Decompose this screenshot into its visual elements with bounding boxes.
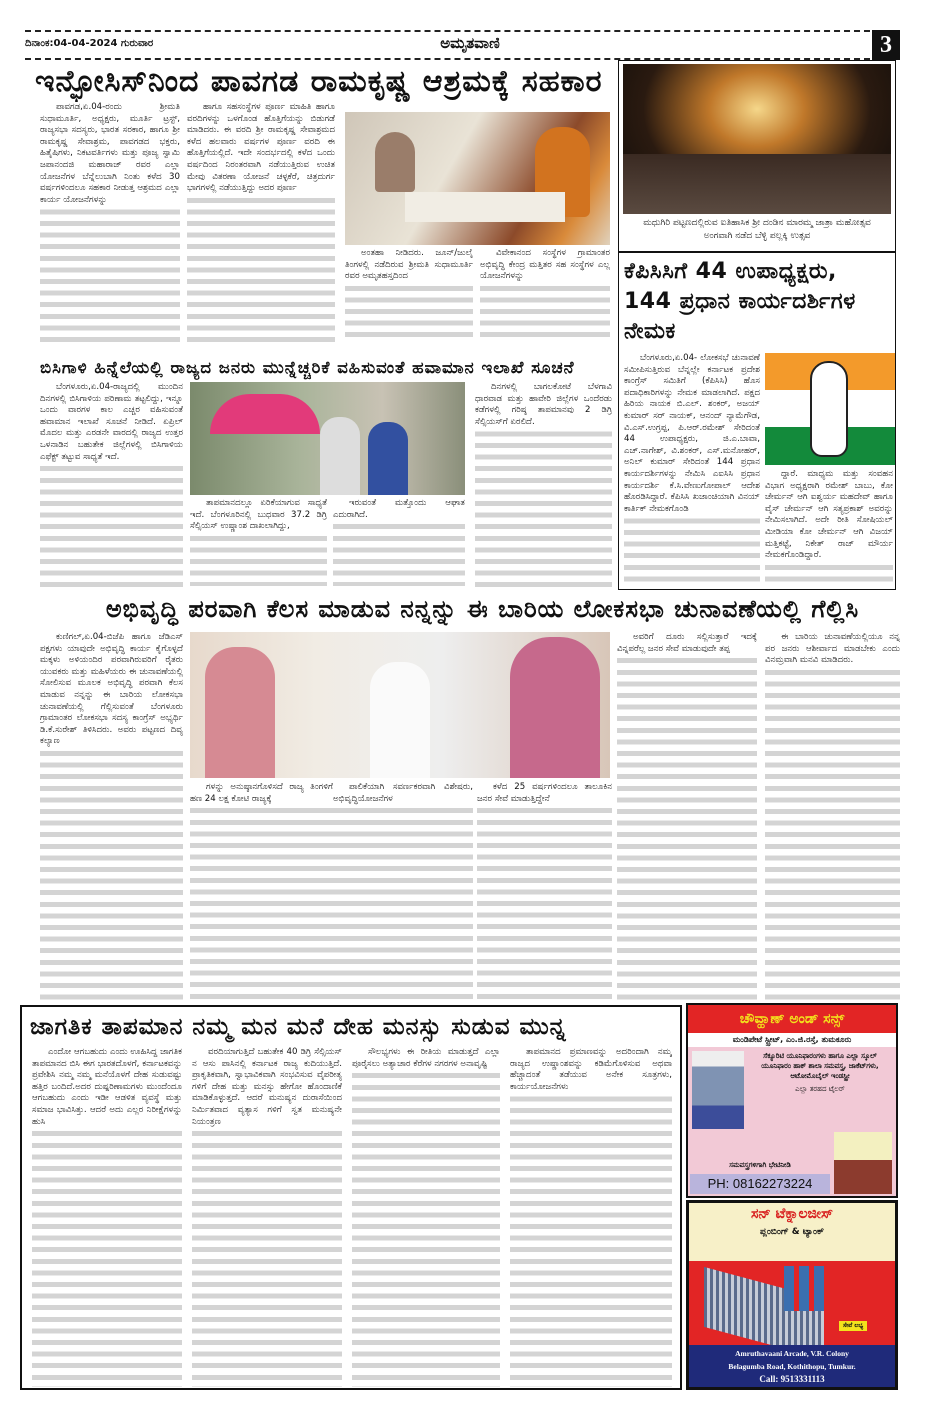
article-column (765, 469, 893, 585)
article-column (40, 632, 183, 1000)
ad-address-line1: Amruthavaani Arcade, V.R. Colony (735, 1349, 849, 1358)
headline-election: ಅಭಿವೃದ್ಧಿ ಪರವಾಗಿ ಕೆಲಸ ಮಾಡುವ ನನ್ನನ್ನು ಈ ಬಾರಿಯ ಲೋಕಸಭಾ ಚುನಾವಣೆಯಲ್ಲಿ ಗೆಲ್ಲಿಸಿ (105, 595, 860, 623)
climate-article-box (20, 1005, 682, 1390)
issue-date: ದಿನಾಂಕ:04-04-2024 ಗುರುವಾರ (25, 38, 154, 49)
article-column (480, 248, 610, 343)
sun-technologies-ad (686, 1200, 898, 1390)
uniform-kids-image (692, 1051, 744, 1129)
article-column (40, 102, 180, 342)
headline-climate: ಜಾಗತಿಕ ತಾಪಮಾನ ನಮ್ಮ ಮನ ಮನೆ ದೇಹ ಮನಸ್ಸು ಸುಡುವ ಮುನ್ನ (30, 1014, 567, 1040)
article-text: ಬೆಂಗಳೂರು,ಏ.04- ಲೋಕಸಭೆ ಚುನಾವಣೆ ಸಮೀಪಿಸುತ್ತಿರುವ ಬೆನ್ನಲ್ಲೇ ಕರ್ನಾಟಕ ಪ್ರದೇಶ ಕಾಂಗ್ರೆಸ್ ಸಮಿತಿಗೆ (ಕೆಪಿಸಿಸಿ) ಹೊಸ ಪದಾಧಿಕಾರಿಗಳನ್ನು ನೇಮಕ ಮಾಡಲಾಗಿದೆ. ಪಕ್ಷದ ಹಿರಿಯ ನಾಯಕ ಬಿ.ಎಲ್. ಶಂಕರ್, ಅಜಯ್ ಕುಮಾರ್ ಸರ್ ನಾಯಕ್, ಆನಂದ್ ನ್ಯಾಮೆಗೌಡ, ವಿ.ಎಸ್.ಉಗ್ರಪ್ಪ, ಪಿ.ಆರ್.ರಮೇಶ್ ಸೇರಿದಂತೆ 44 ಉಪಾಧ್ಯಕ್ಷರು, ಜಿ.ಎ.ಬಾವಾ, ಎಚ್.ನಾಗೇಶ್, ವಿ.ಶಂಕರ್, ಎಸ್.ಮನೋಹರ್, ಅನಿಲ್ ಕುಮಾರ್ ಸೇರಿದಂತೆ 144 ಪ್ರಧಾನ ಕಾರ್ಯದರ್ಶಿಗಳನ್ನು ನೇಮಿಸಿ ಎಐಸಿಸಿ ಪ್ರಧಾನ ಕಾರ್ಯದರ್ಶಿ ಕೆ.ಸಿ.ವೇಣುಗೋಪಾಲ್ ಆದೇಶ ಹೊರಡಿಸಿದ್ದಾರೆ. ಕೆಪಿಸಿಸಿ ಖಜಾಂಚಿಯಾಗಿ ವಿನಯ್ ಕಾರ್ತಿಕ್ ನೇಮಕಗೊಂಡಿ (624, 353, 760, 514)
article-text: ದಿನಗಳಲ್ಲಿ ಬಾಗಲಕೋಟೆ ಬೆಳಗಾವಿ ಧಾರವಾಡ ಮತ್ತು ಹಾವೇರಿ ಜಿಲ್ಲೆಗಳ ಒಂದೆರಡು ಕಡೆಗಳಲ್ಲಿ ಗರಿಷ್ಠ ತಾಪಮಾನವು 2 ಡಿಗ್ರಿ ಸೆಲ್ಸಿಯಸ್‌ಗೆ ಏರಲಿದೆ. (475, 382, 612, 427)
chavan-sons-ad (686, 1003, 898, 1198)
article-column (765, 632, 900, 1000)
article-text: ಅವರಿಗೆ ದೂರು ಸಲ್ಲಿಸುತ್ತಾರೆ ಇದಕ್ಕೆ ವಿನ್ನಪರೆಲ್ಲ ಜನರ ಸೇವೆ ಮಾಡುವುದೇ ತಪ್ಪ (617, 632, 757, 654)
article-column (510, 1047, 672, 1387)
article-text: ವರದಿಯಾಗುತ್ತಿದೆ ಬಹುತೇಕ 40 ಡಿಗ್ರಿ ಸೆಲ್ಸಿಯಸ್ ನ ಆಸು ಪಾಸಿನಲ್ಲಿ ಕರ್ನಾಟಕ ರಾಜ್ಯ ಕುದಿಯುತ್ತಿದೆ. ಪ್ರಾಕೃತಿಕವಾಗಿ, ಸ್ವಾಭಾವಿಕವಾಗಿ ಸಂಭವಿಸುವ ವೈಪರೀತ್ಯ ಗಳಿಗೆ ದೇಹ ಮತ್ತು ಮನಸ್ಸು ಹೇಗೋ ಹೊಂದಾಣಿಕೆ ಮಾಡಿಕೊಳ್ಳುತ್ತದೆ. ಆದರೆ ಮನುಷ್ಯನ ದುರಾಸೆಯಿಂದ ನಿರ್ಮಿತವಾದ ವ್ಯತ್ಯಾಸ ಗಳಿಗೆ ಸ್ವತ ಮನುಷ್ಯನೇ ನಿಯಂತ್ರಣ (192, 1047, 342, 1127)
headline-infosys: ಇನ್ಫೋಸಿಸ್‌ನಿಂದ ಪಾವಗಡ ರಾಮಕೃಷ್ಣ ಆಶ್ರಮಕ್ಕೆ ಸಹಕಾರ (35, 64, 603, 99)
article-text: ಕುಣಿಗಲ್,ಏ.04-ಬಿಜೆಪಿ ಹಾಗೂ ಜೆಡಿಎಸ್ ಪಕ್ಷಗಳು ಯಾವುದೇ ಅಭಿವೃದ್ಧಿ ಕಾರ್ಯ ಕೈಗೊಳ್ಳದೆ ಮಕ್ಕಳು ಅಳಿಯಂದಿರ ಪರವಾಗಿರುವರಿಗೆ ರೈತರು ಯುವಕರು ಮತ್ತು ಮಹಿಳೆಯರು ಈ ಚುನಾವಣೆಯಲ್ಲಿ ಸೋಲಿಸುವ ಮೂಲಕ ಅಭಿವೃದ್ಧಿ ಪರವಾಗಿ ಕೆಲಸ ಮಾಡುವ ನನ್ನನ್ನು ಈ ಬಾರಿಯ ಲೋಕಸಭಾ ಚುನಾವಣೆಯಲ್ಲಿ ಗೆಲ್ಲಿಸುವಂತೆ ಬೆಂಗಳೂರು ಗ್ರಾಮಾಂತರ ಲೋಕಸಭಾ ಸದಸ್ಯ ಕಾಂಗ್ರೆಸ್ ಅಭ್ಯರ್ಥಿ ಡಿ.ಕೆ.ಸುರೇಶ್ ತಿಳಿಸಿದರು. ಅವರು ಪಟ್ಟಣದ ದಿವ್ಯ ಕಲ್ಯಾಣ (40, 632, 183, 747)
water-filter-image (784, 1266, 829, 1311)
article-column (187, 102, 335, 342)
jatra-photo-box (618, 60, 896, 252)
article-text: ತಾಪಮಾನದಲ್ಲೂ ಏರಿಕೆಯಾಗುವ ಸಾಧ್ಯತೆ ಇದೆ. ಬೆಂಗಳೂರಿನಲ್ಲಿ ಬುಧವಾರ 37.2 ಡಿಗ್ರಿ ಸೆಲ್ಸಿಯಸ್ ಉಷ್ಣಾಂಶ ದಾಖಲಾಗಿದ್ದು, (190, 498, 327, 532)
article-column (190, 782, 333, 1000)
jatra-caption: ಮಧುಗಿರಿ ಪಟ್ಟಣದಲ್ಲಿರುವ ಐತಿಹಾಸಿಕ ಶ್ರೀ ದಂಡಿನ ಮಾರಮ್ಮ ಜಾತ್ರಾ ಮಹೋತ್ಸವ ಅಂಗವಾಗಿ ನಡೆದ ಬೆಳ್ಳಿ ಪಲ್ಲಕ್ಕಿ ಉತ್ಸವ (643, 218, 871, 241)
article-column (477, 782, 612, 1000)
article-text: ಎಂದೋ ಆಗಬಹುದು ಎಂದು ಊಹಿಸಿದ್ದ ಜಾಗತಿಕ ತಾಪಮಾನದ ಬಿಸಿ ಈಗ ಭಾರತದೊಳಗೆ, ಕರ್ನಾಟಕವನ್ನು ಪ್ರವೇಶಿಸಿ ನಮ್ಮ ನಮ್ಮ ಮನೆಯೊಳಗೆ ದೇಹ ಸುಡುವಷ್ಟು ಹತ್ತಿರ ಬಂದಿದೆ.ಅದರ ದುಷ್ಪರಿಣಾಮಗಳು ಮುಂದೆಂದೂ ಆಗಬಹುದು ಎಂದು ಇಡೀ ಆಡಳಿತ ವ್ಯವಸ್ಥೆ ಮತ್ತು ಸಮಾಜ ಭಾವಿಸಿತ್ತು. ಆದರೆ ಅದು ಎಲ್ಲರ ನಿರೀಕ್ಷೆಗಳನ್ನು ಹುಸಿ (32, 1047, 182, 1127)
ad-title: ಚೌವ್ಹಾಣ್ ಅಂಡ್ ಸನ್ಸ್ (688, 1005, 896, 1033)
article-text: ದ್ದಾರೆ. ಮಾಧ್ಯಮ ಮತ್ತು ಸಂವಹನ ವಿಭಾಗ ಅಧ್ಯಕ್ಷರಾಗಿ ರಮೇಶ್ ಬಾಬು, ಕೋ ಚೇರ್ಮನ್ ಆಗಿ ಐಶ್ವರ್ಯ ಮಹದೇವ್ ಹಾಗೂ ವೈಸ್ ಚೇರ್ಮನ್ ಆಗಿ ಸತ್ಯಪ್ರಕಾಶ್ ಅವರನ್ನು ನೇಮಿಸಲಾಗಿದೆ. ಅದೇ ರೀತಿ ಸೋಷಿಯಲ್ ಮೀಡಿಯಾ ಕೋ ಚೇರ್ಮನ್ ಆಗಿ ವಿಜಯ್ ಮತ್ತಿಕಟ್ಟೆ, ನಿಕೇತ್ ರಾಜ್ ಮೌರ್ಯ ನೇಮಕಗೊಂಡಿದ್ದಾರೆ. (765, 469, 893, 561)
article-text: ಈ ಬಾರಿಯ ಚುನಾವಣೆಯಲ್ಲಿಯೂ ನನ್ನ ಪರ ಜನರು ಆಶೀರ್ವಾದ ಮಾಡಬೇಕು ಎಂದು ವಿನಮ್ರವಾಗಿ ಮನವಿ ಮಾಡಿದರು. (765, 632, 900, 666)
campaign-photo (190, 632, 610, 778)
heatwave-photo (190, 382, 465, 495)
ad-address: ಮಂಡಿಪೇಟೆ ಸ್ಟ್ರೀಟ್, ಎಂ.ಜಿ.ರಸ್ತೆ, ತುಮಕೂರು (688, 1033, 896, 1047)
article-column (333, 498, 465, 586)
article-text: ತಾಪಮಾನದ ಪ್ರಮಾಣವನ್ನು ಅದರಿಂದಾಗಿ ನಮ್ಮ ರಾಜ್ಯದ ಉಷ್ಣಾಂಶವನ್ನು ಕಡಿಮೆಗೊಳಿಸುವ ಅಥವಾ ಹೆಚ್ಚಾದಂತೆ ತಡೆಯುವ ಅನೇಕ ಸೂತ್ರಗಳು, ಕಾರ್ಯಯೋಜನೆಗಳು (510, 1047, 672, 1092)
congress-flag-image (765, 353, 895, 465)
uniform-kids-image-2 (834, 1132, 892, 1194)
article-column (192, 1047, 342, 1387)
article-text: ಸೌಲಭ್ಯಗಳು ಈ ರೀತಿಯ ಮಾಡುತ್ತದೆ ಎಲ್ಲಾ ಪೂರೈಸಲು ಅತ್ಯಾಚಾರ ಕೆರೆಗಳ ನಗರಗಳ ಅನಾವೃಷ್ಟಿ (352, 1047, 500, 1069)
headline-kpcc: ಕೆಪಿಸಿಸಿಗೆ 44 ಉಪಾಧ್ಯಕ್ಷರು, 144 ಪ್ರಧಾನ ಕಾರ್ಯದರ್ಶಿಗಳ ನೇಮಕ (624, 259, 856, 344)
ad-call: Call: 9513331113 (759, 1374, 825, 1384)
article-text: ಇರುವಂತೆ ಮತ್ತೊಂದು ಆಘಾತ ಎದುರಾಗಿದೆ. (333, 498, 465, 520)
article-text: ಅಂತಹಾ ನೀಡಿದರು. ಜೂನ್/ಜುಲೈ ತಿಂಗಳಲ್ಲಿ ನಡೆದಿರುವ ಶ್ರೀಮತಿ ಸುಧಾಮೂರ್ತಿ ರವರ ಅಮೃತಹಸ್ತದಿಂದ (345, 248, 473, 282)
page-number: 3 (872, 30, 900, 60)
umbrella-icon (210, 394, 320, 434)
ad-title: ಸನ್ ಟೆಕ್ನಾಲಜೀಸ್ (751, 1206, 833, 1222)
article-text: ಹಾಗೂ ಸಹಸಂಸ್ಥೆಗಳ ಪೂರ್ಣ ಮಾಹಿತಿ ಹಾಗೂ ವರದಿಗಳನ್ನು ಒಳಗೊಂಡ ಹೊತ್ತಿಗೆಯನ್ನು ಬಿಡುಗಡೆ ಮಾಡಿದರು. ಈ ವರದಿ ಶ್ರೀ ರಾಮಕೃಷ್ಣ ಸೇವಾಶ್ರಮದ ಕಳೆದ ಹಲವಾರು ವರ್ಷಗಳ ಪೂರ್ಣ ವರದಿ ಈ ಹೊತ್ತಿಗೆಯಲ್ಲಿದೆ. ಇದೇ ಸಂದರ್ಭದಲ್ಲಿ ಕಳೆದ ಒಂದು ವರ್ಷದಿಂದ ನಿರಂತರವಾಗಿ ನಡೆಯುತ್ತಿರುವ ಉಚಿತ ಮೇವು ವಿತರಣಾ ಯೋಜನೆ ಚಳ್ಳಕೆರೆ, ಚಿತ್ರದುರ್ಗ ಭಾಗಗಳಲ್ಲಿ ನಡೆಯುತ್ತಿದ್ದು ಅದರ ಪೂರ್ಣ (187, 102, 335, 194)
article-column (333, 782, 473, 1000)
hand-icon (810, 361, 848, 457)
kpcc-article-box (618, 252, 896, 590)
ad-extra: ಎಲ್ಲಾ ತರಹದ ಟೈಲರ್ (795, 1085, 845, 1093)
ad-phone: PH: 08162273224 (690, 1174, 830, 1194)
ad-footer: ಸಮವಸ್ತ್ರಗಳಿಗಾಗಿ ಭೇಟಿನೀಡಿ (729, 1161, 791, 1169)
paper-name: ಅಮೃತವಾಣಿ (440, 34, 500, 52)
article-column (352, 1047, 500, 1387)
article-column (345, 248, 473, 343)
article-column (32, 1047, 182, 1387)
article-text: ಬೆಂಗಳೂರು,ಏ.04-ರಾಜ್ಯದಲ್ಲಿ ಮುಂದಿನ ದಿನಗಳಲ್ಲಿ ಬಿಸಿಗಾಳಿಯ ಪರಿಣಾಮ ತಟ್ಟಲಿದ್ದು, ಇನ್ನೂ ಒಂದು ವಾರಗಳ ಕಾಲ ಎಚ್ಚರ ವಹಿಸುವಂತೆ ಹವಾಮಾನ ಇಲಾಖೆ ಸೂಚನೆ ನೀಡಿದೆ. ಏಪ್ರಿಲ್ ಮೊದಲ ಮತ್ತು ಎರಡನೇ ವಾರದಲ್ಲಿ ರಾಜ್ಯದ ಉತ್ತರ ಒಳನಾಡಿನ ಬಹುತೇಕ ಜಿಲ್ಲೆಗಳಲ್ಲಿ ಬಿಸಿಗಾಳಿಯ ಎಫೆಕ್ಟ್ ತಟ್ಟುವ ಸಾಧ್ಯತೆ ಇದೆ. (40, 382, 183, 462)
article-text: ಕಳೆದ 25 ವರ್ಷಗಳಿಂದಲೂ ತಾಲೂಕಿನ ಜನರ ಸೇವೆ ಮಾಡುತ್ತಿದ್ದೇನೆ (477, 782, 612, 804)
article-text: ವಿವೇಕಾನಂದ ಸಂಸ್ಥೆಗಳ ಗ್ರಾಮಾಂತರ ಅಭಿವೃದ್ಧಿ ಕೇಂದ್ರ ಮತ್ತಿತರ ಸಹ ಸಂಸ್ಥೆಗಳ ಎಲ್ಲ ಯೋಜನೆಗಳನ್ನು (480, 248, 610, 282)
article-text: ಪಾಲಿಕೆಯಾಗಿ ಸವರ್ಣಕರವಾಗಿ ವಿಶೇಷರು, ಅಭಿವೃದ್ಧಿಯೋಜನೆಗಳ (333, 782, 473, 804)
article-column (475, 382, 612, 587)
ad-body: ಸೆಕ್ಯೂರಿಟಿ ಯೂನಿಫಾರಂಗಳು ಹಾಗೂ ಎಲ್ಲಾ ಸ್ಕೂಲ್ ಯೂನಿಫಾರಂ ಹಾಕ್ ಶಾಲಾ ಸಮವಸ್ತ್ರ, ಜಾಕೆಟ್‌ಗಳು, ಆಟೋಮೊಬೈಲ್ ಇಂಡಸ್ಟ್ರೀ (761, 1052, 879, 1080)
article-column (190, 498, 327, 586)
article-text: ಪಾವಗಡ,ಏ.04-ರಂದು ಶ್ರೀಮತಿ ಸುಧಾಮೂರ್ತಿ, ಅಧ್ಯಕ್ಷರು, ಮೂರ್ತಿ ಟ್ರಸ್ಟ್, ರಾಜ್ಯಸಭಾ ಸದಸ್ಯರು, ಭಾರತ ಸರಕಾರ, ಹಾಗೂ ಶ್ರೀ ರಾಮಕೃಷ್ಣ ಸೇವಾಶ್ರಮ, ಪಾವಗಡದ ಭಕ್ತರು, ಹಿತೈಷಿಗಳು, ನಿಕಟವರ್ತಿಗಳು ಮತ್ತು ಪೂಜ್ಯ ಸ್ವಾಮಿ ಜಪಾನಂದಜಿ ಮಹಾರಾಜ್ ರವರ ಎಲ್ಲಾ ಯೋಜನೆಗಳ ಬೆನ್ನೆಲುಬಾಗಿ ನಿಂತು ಕಳೆದ 30 ವರ್ಷಗಳಿಂದಲೂ ಸಹಕಾರ ನೀಡುತ್ತ ಆಶ್ರಮದ ಎಲ್ಲಾ ಕಾರ್ಯ ಯೋಜನೆಗಳನ್ನು (40, 102, 180, 205)
ad-address-line2: Belagumba Road, Kothithopu, Tumkur. (728, 1362, 856, 1371)
sudha-murthy-photo (345, 112, 610, 245)
article-column (40, 382, 183, 587)
headline-weather: ಬಿಸಿಗಾಳಿ ಹಿನ್ನೆಲೆಯಲ್ಲಿ ರಾಜ್ಯದ ಜನರು ಮುನ್ನೆಚ್ಚರಿಕೆ ವಹಿಸುವಂತೆ ಹವಾಮಾನ ಇಲಾಖೆ ಸೂಚನೆ (40, 358, 575, 377)
article-column (617, 632, 757, 1000)
article-column (624, 353, 760, 585)
article-text: ಗಳನ್ನು ಅನುಷ್ಠಾನಗೊಳಿಸದೆ ರಾಜ್ಯ ತಿಂಗಳಿಗೆ ಹಣ 24 ಲಕ್ಷ ಕೋಟಿ ರಾಜ್ಯಕ್ಕೆ (190, 782, 333, 804)
ad-subtitle: ಪ್ಲಂಬಿಂಗ್ & ಟ್ಯಾಂಕ್ (759, 1227, 825, 1237)
jatra-photo (623, 64, 891, 214)
ad-badge: ಸೇವೆ ಲಭ್ಯ (839, 1321, 867, 1331)
